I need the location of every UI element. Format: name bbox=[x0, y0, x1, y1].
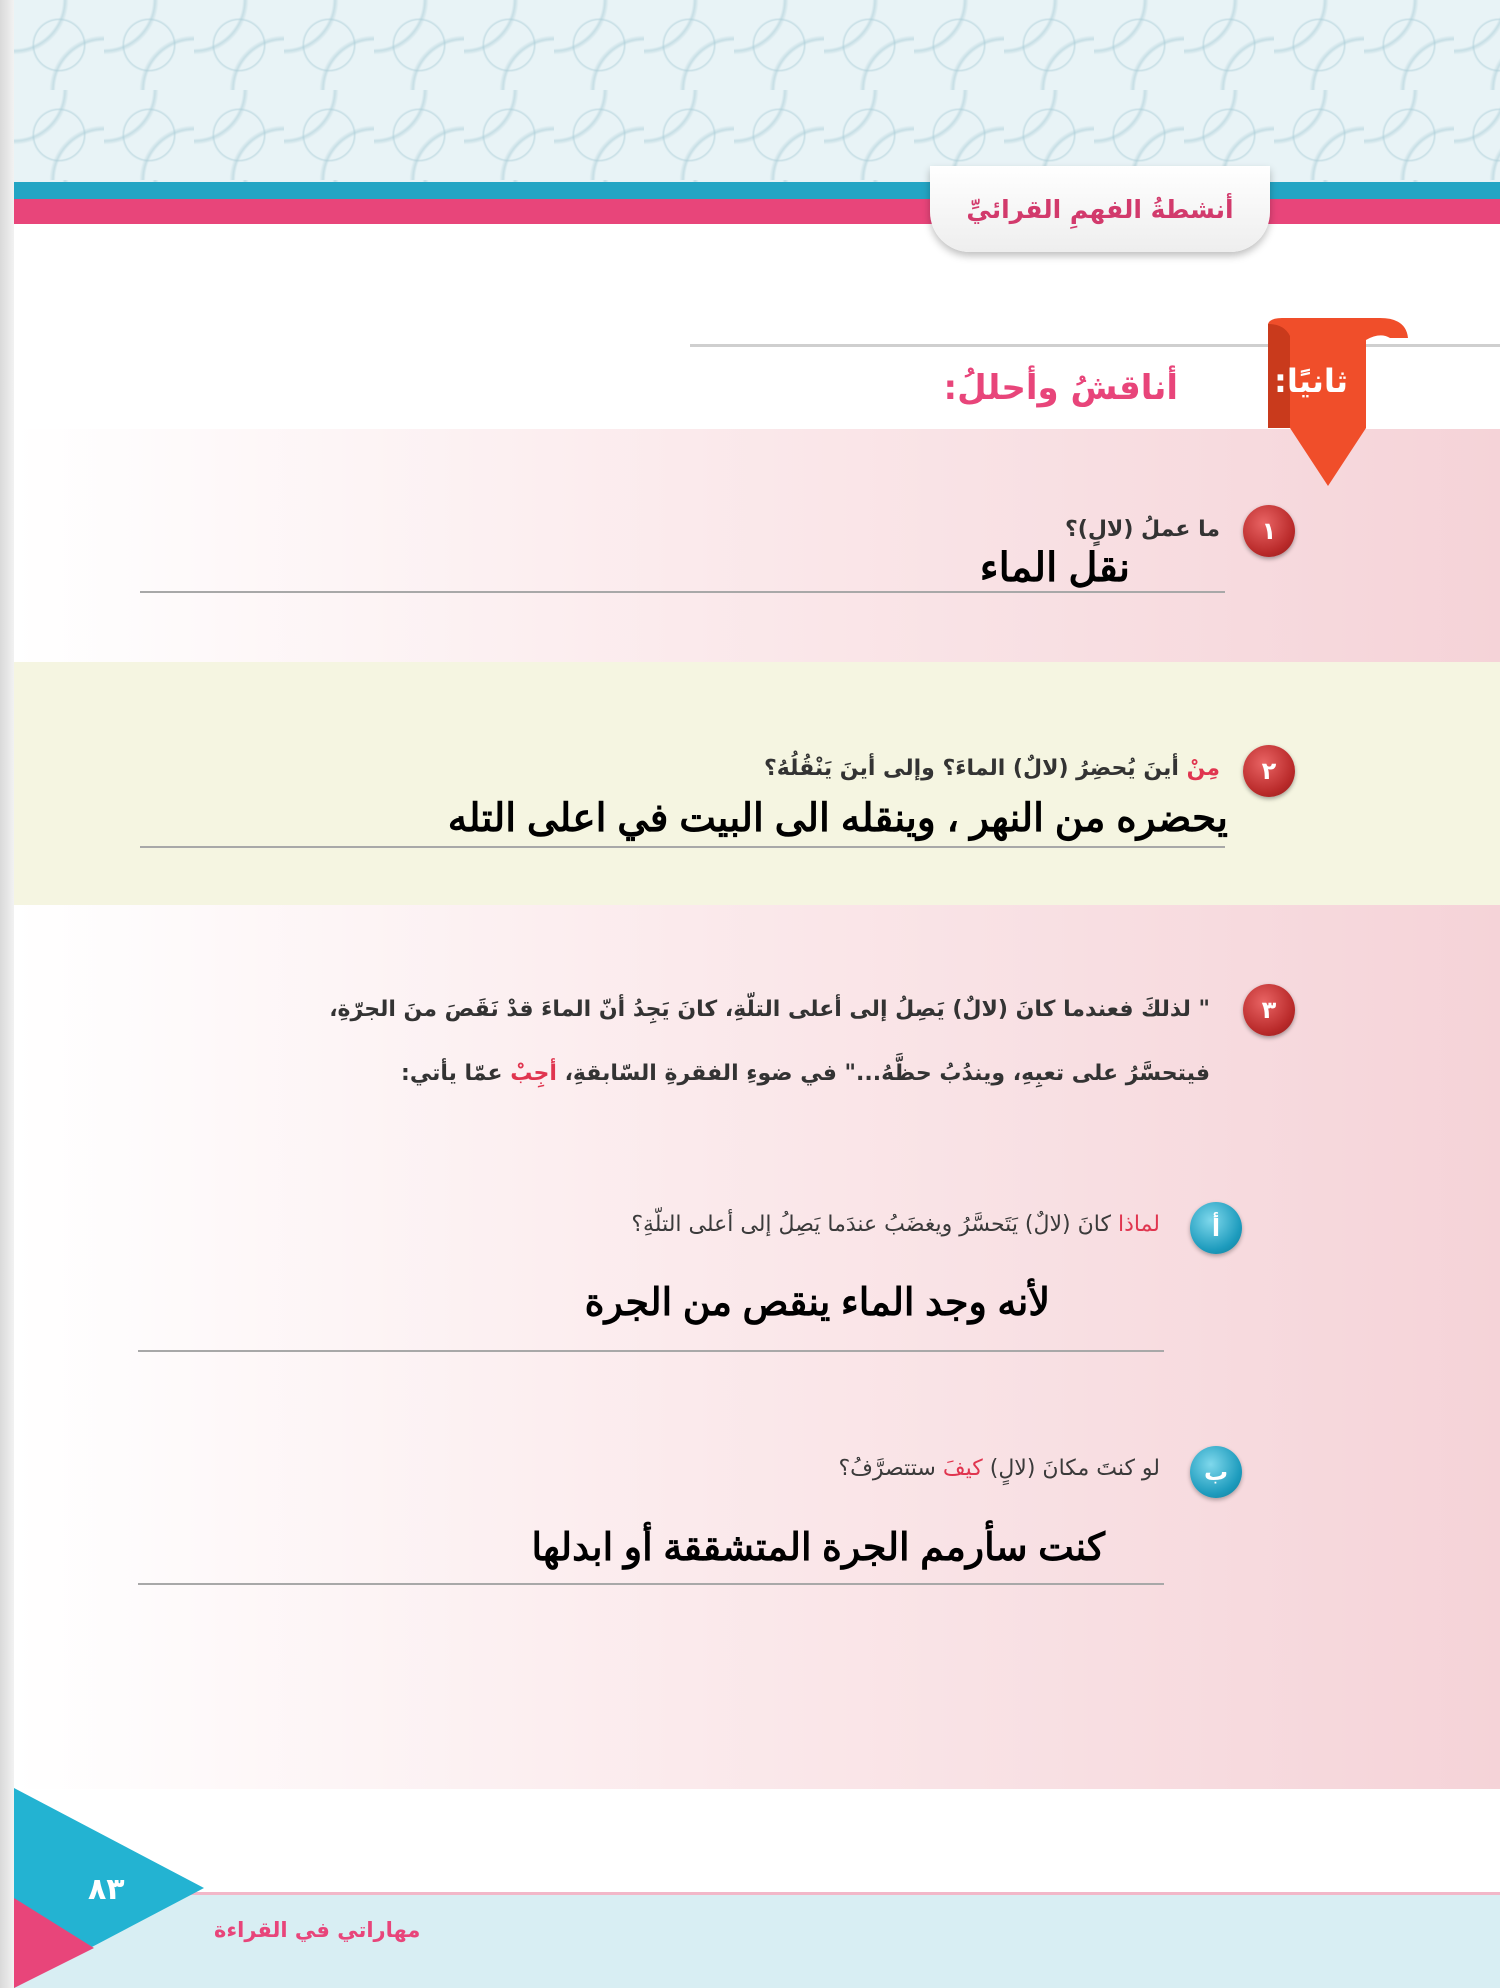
content-background bbox=[14, 429, 1500, 1789]
question-3-accent: أجِبْ bbox=[510, 1061, 557, 1086]
answer-3b-line[interactable] bbox=[138, 1583, 1164, 1585]
question-1-label: ما عملُ (لالٍ)؟ bbox=[1065, 517, 1220, 542]
question-3-text bbox=[60, 978, 1210, 1106]
book-title: مهاراتي في القراءة bbox=[214, 1918, 421, 1942]
question-3-line-1: " لذلكَ فعندما كانَ (لالٌ) يَصِلُ إلى أعلى التلّةِ، كانَ يَجِدُ أنّ الماءَ قدْ نَقَصَ منَ الجرّةِ، bbox=[329, 997, 1210, 1022]
question-2-lead: مِنْ bbox=[1186, 756, 1220, 781]
answer-1: نقل الماء bbox=[979, 546, 1130, 590]
answer-2-line[interactable] bbox=[140, 846, 1225, 848]
subquestion-b-pre: لو كنتَ مكانَ (لالٍ) bbox=[982, 1456, 1160, 1481]
subquestion-b-lead: كيفَ bbox=[942, 1456, 983, 1481]
subquestion-b-label: ستتصرَّفُ؟ bbox=[838, 1456, 943, 1481]
section-number-label: ثانيًا: bbox=[1274, 362, 1348, 400]
question-2-text bbox=[764, 756, 1220, 781]
section-ribbon-icon bbox=[1230, 318, 1410, 488]
subquestion-a-letter: أ bbox=[1190, 1202, 1242, 1254]
answer-3b: كنت سأرمم الجرة المتشققة أو ابدلها bbox=[531, 1527, 1105, 1569]
answer-3a-line[interactable] bbox=[138, 1350, 1164, 1352]
page-number: ٨٣ bbox=[88, 1872, 125, 1907]
section-title: أناقشُ وأحللُ: bbox=[943, 368, 1178, 408]
answer-3a: لأنه وجد الماء ينقص من الجرة bbox=[584, 1282, 1050, 1324]
question-2-number: ٢ bbox=[1243, 745, 1295, 797]
question-3-line-2a: فيتحسَّرُ على تعبِهِ، ويندُبُ حظَّهُ..." في ضوءِ الفقرةِ السّابقةِ، bbox=[556, 1061, 1210, 1086]
question-3-line-2b: عمّا يأتي: bbox=[401, 1061, 511, 1086]
header-band-blue bbox=[14, 182, 1500, 199]
subquestion-b-text bbox=[838, 1456, 1160, 1481]
header-tab bbox=[930, 166, 1270, 252]
subquestion-a-lead: لماذا bbox=[1117, 1212, 1160, 1237]
question-3-number: ٣ bbox=[1243, 984, 1295, 1036]
question-3-line-2 bbox=[60, 1042, 1210, 1106]
decorative-pattern bbox=[14, 0, 1500, 182]
header-title: أنشطةُ الفهمِ القرائيِّ bbox=[966, 194, 1234, 224]
subquestion-b-letter: ب bbox=[1190, 1446, 1242, 1498]
question-1-number: ١ bbox=[1243, 505, 1295, 557]
question-1-text bbox=[1065, 517, 1220, 542]
subquestion-a-label: كانَ (لالٌ) يَتَحسَّرُ ويغضَبُ عندَما يَصِلُ إلى أعلى التلّةِ؟ bbox=[631, 1212, 1118, 1237]
page-edge bbox=[0, 0, 14, 1988]
subquestion-a-text bbox=[631, 1212, 1160, 1237]
footer-line bbox=[14, 1892, 1500, 1895]
answer-2: يحضره من النهر ، وينقله الى البيت في اعلى التله bbox=[447, 797, 1228, 840]
answer-1-line[interactable] bbox=[140, 591, 1225, 593]
question-2-label: أينَ يُحضِرُ (لالٌ) الماءَ؟ وإلى أينَ يَنْقُلُهُ؟ bbox=[763, 756, 1187, 781]
header-band-pink bbox=[14, 199, 1500, 224]
